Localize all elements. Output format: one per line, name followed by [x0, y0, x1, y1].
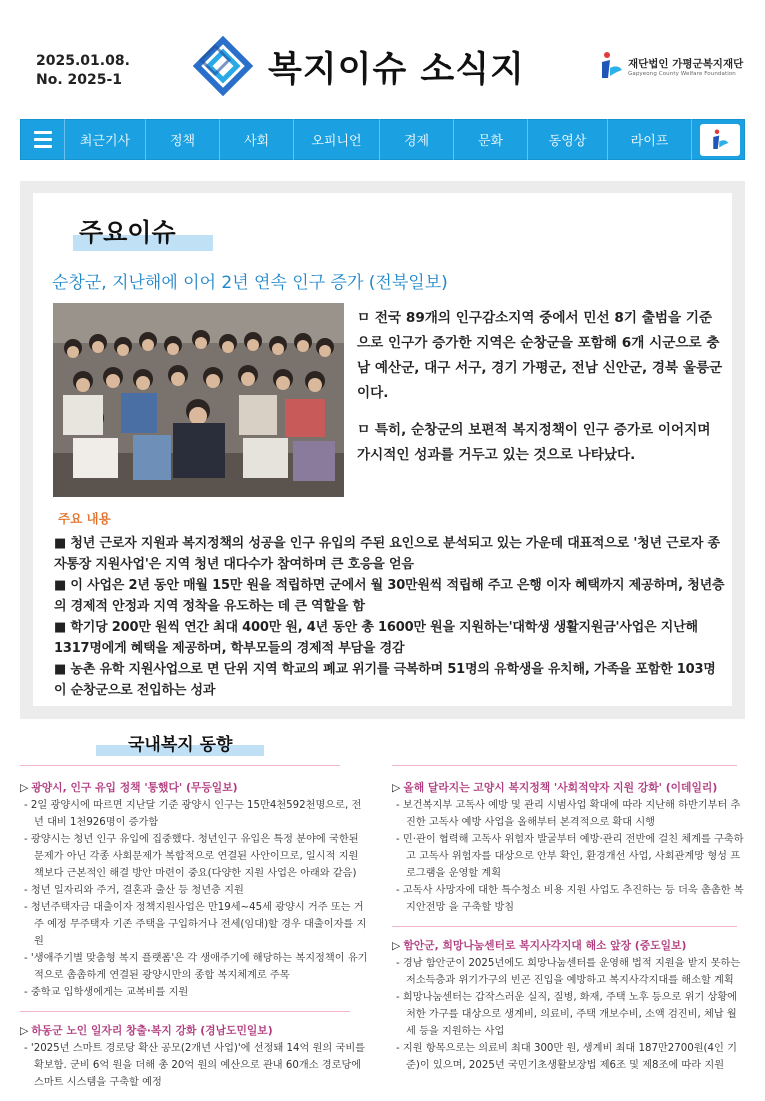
- newsletter-header: [0, 0, 765, 115]
- foundation-mark-icon: [700, 124, 740, 156]
- section-title: 주요이슈: [79, 218, 176, 247]
- nav-item-culture[interactable]: 문화: [454, 119, 528, 160]
- news-bullet: - '생애주기별 맞춤형 복지 플랫폼'은 각 생애주기에 해당하는 복지정책이 유기적으로 촘촘하게 연결된 광양시만의 종합 복지체계로 주목: [20, 950, 368, 984]
- key-point: ■ 학기당 200만 원씩 연간 최대 400만 원, 4년 동안 총 1600만 원을 지원하는'대학생 생활지원금'사업은 지난해 1317명에게 혜택을 제공하며, 학부모들의 경제적 부담을 경감: [54, 620, 698, 656]
- news-bullet: - 고독사 사망자에 대한 특수청소 비용 지원 사업도 추진하는 등 더욱 촘촘한 복지안전망 을 구축할 방침: [392, 882, 744, 916]
- key-point: ■ 이 사업은 2년 동안 매월 15만 원을 적립하면 군에서 월 30만원씩 적립해 주고 은행 이자 혜택까지 제공하며, 청년층의 경제적 안정과 지역 정착을 유도하는 데 큰 역할을 함: [54, 578, 725, 614]
- main-issue-card: [33, 193, 732, 706]
- issue-date: 2025.01.08.: [36, 53, 130, 69]
- news-bullet: - 청년 일자리와 주거, 결혼과 출산 등 청년층 지원: [20, 882, 368, 899]
- nav-item-economy[interactable]: 경제: [380, 119, 454, 160]
- news-bullets: [392, 797, 744, 916]
- news-bullet: - 2일 광양시에 따르면 지난달 기준 광양시 인구는 15만4천592천명으로, 전년 대비 1천926명이 증가함: [20, 797, 368, 831]
- news-bullet: - 민·관이 협력해 고독사 위험자 발굴부터 예방·관리 전반에 걸친 체계를 구축하고 고독사 위험자를 대상으로 안부 확인, 환경개선 사업, 사회관계망 형성 프로그램을 운영할 계획: [392, 831, 744, 882]
- news-bullets: [392, 955, 744, 1074]
- news-bullet: - '2025년 스마트 경로당 확산 공모(2개년 사업)'에 선정돼 14억 원의 국비를 확보함. 군비 6억 원을 더해 총 20억 원의 예산으로 관내 60개소 경로당에 스마트 시스템을 구축할 예정: [20, 1040, 368, 1091]
- org-name-en: Gapyeong County Welfare Foundation: [628, 71, 736, 77]
- news-item: [20, 779, 368, 1001]
- nav-item-opinion[interactable]: 오피니언: [294, 119, 380, 160]
- newsletter-title: 복지이슈 소식지: [268, 50, 525, 90]
- news-headline[interactable]: ▷ 하동군 노인 일자리 창출·복지 강화 (경남도민일보): [20, 1024, 273, 1037]
- org-name: 재단법인 가평군복지재단: [628, 58, 744, 70]
- issue-summary: [357, 306, 725, 480]
- news-bullets: [20, 1040, 368, 1091]
- foundation-mark-icon: [598, 50, 624, 82]
- main-issue-panel: [20, 181, 745, 719]
- nav-item-life[interactable]: 라이프: [608, 119, 692, 160]
- headline[interactable]: 순창군, 지난해에 이어 2년 연속 인구 증가 (전북일보): [52, 273, 448, 293]
- summary-paragraph: ㅁ 특히, 순창군의 보편적 복지정책이 인구 증가로 이어지며 가시적인 성과를 거두고 있는 것으로 나타났다.: [357, 422, 711, 463]
- divider: [392, 765, 737, 766]
- summary-paragraph: ㅁ 전국 89개의 인구감소지역 중에서 민선 8기 출범을 기준으로 인구가 증가한 지역은 순창군을 포함해 6개 시군으로 충남 예산군, 대구 서구, 경기 가평군, 전남 신안군, 경북 울릉군이다.: [357, 310, 723, 401]
- divider: [20, 765, 340, 766]
- triangle-right-icon: ▷: [392, 781, 401, 794]
- news-bullets: [20, 797, 368, 1001]
- news-bullet: - 희망나눔센터는 갑작스러운 실직, 질병, 화재, 주택 노후 등으로 위기 상황에 처한 가구를 대상으로 생계비, 의료비, 주택 개보수비, 소액 검진비, 체납 월세 등을 지원하는 사업: [392, 989, 744, 1040]
- news-bullet: - 중학교 입학생에게는 교복비를 지원: [20, 984, 368, 1001]
- key-point: ■ 농촌 유학 지원사업으로 면 단위 지역 학교의 폐교 위기를 극복하며 51명의 유학생을 유치해, 가족을 포함한 103명이 순창군으로 전입하는 성과: [54, 662, 716, 698]
- left-news-column: [20, 779, 368, 1101]
- nav-item-society[interactable]: 사회: [220, 119, 294, 160]
- news-bullet: - 경남 함안군이 2025년에도 희망나눔센터를 운영해 법적 지원을 받지 못하는 저소득층과 위기가구의 빈곤 진입을 예방하고 복지사각지대를 해소할 계획: [392, 955, 744, 989]
- issue-number: No. 2025-1: [36, 72, 123, 88]
- news-item: [20, 1022, 368, 1091]
- triangle-right-icon: ▷: [392, 939, 401, 952]
- news-item: [392, 937, 744, 1074]
- divider: [20, 1011, 350, 1012]
- divider: [392, 926, 737, 927]
- news-headline[interactable]: ▷ 함안군, 희망나눔센터로 복지사각지대 해소 앞장 (중도일보): [392, 939, 687, 952]
- news-bullet: - 지원 항목으로는 의료비 최대 300만 원, 생계비 최대 187만2700원(4인 기준)이 있으며, 2025년 국민기초생활보장법 제6조 및 제8조에 따라 지원: [392, 1040, 744, 1074]
- key-points-label: 주요 내용: [58, 511, 111, 526]
- main-nav: [20, 119, 745, 160]
- news-bullet: - 청년주택자금 대출이자 정책지원사업은 만19세~45세 광양시 거주 또는 거주 예정 무주택자 기존 주택을 구입하거나 전세(임대)할 경우 대출이자를 지원: [20, 899, 368, 950]
- key-points-list: [54, 533, 726, 701]
- triangle-right-icon: ▷: [20, 781, 29, 794]
- nav-item-recent[interactable]: 최근기사: [65, 119, 146, 160]
- nav-logo[interactable]: [696, 119, 744, 160]
- news-bullet: - 보건복지부 고독사 예방 및 관리 시범사업 확대에 따라 지난해 하반기부터 추진한 고독사 예방 사업을 올해부터 본격적으로 확대 시행: [392, 797, 744, 831]
- issue-date-block: [36, 52, 130, 90]
- key-point: ■ 청년 근로자 지원과 복지정책의 성공을 인구 유입의 주된 요인으로 분석되고 있는 가운데 대표적으로 '청년 근로자 종자통장 지원사업'은 지역 청년 대다수가 참여하며 큰 호응을 얻음: [54, 536, 720, 572]
- news-bullet: - 광양시는 청년 인구 유입에 집중했다. 청년인구 유입은 특정 분야에 국한된 문제가 아닌 각종 사회문제가 복합적으로 연결된 사안이므로, 일시적 지원책보다 근본적인 해결 방안 마련이 중요(다양한 지원 사업은 아래와 같음): [20, 831, 368, 882]
- diamond-logo-icon: [195, 38, 251, 94]
- org-logo: [598, 50, 748, 84]
- nav-items: [65, 119, 696, 160]
- right-news-column: [392, 779, 744, 1084]
- news-item: [392, 779, 744, 916]
- nav-item-video[interactable]: 동영상: [528, 119, 608, 160]
- triangle-right-icon: ▷: [20, 1024, 29, 1037]
- domestic-section-title: 국내복지 동향: [128, 735, 233, 755]
- news-headline[interactable]: ▷ 올해 달라지는 고양시 복지정책 '사회적약자 지원 강화' (이데일리): [392, 781, 718, 794]
- hamburger-menu-icon[interactable]: [21, 119, 65, 160]
- nav-item-policy[interactable]: 정책: [146, 119, 220, 160]
- group-photo: [53, 303, 344, 497]
- news-headline[interactable]: ▷ 광양시, 인구 유입 정책 '통했다' (무등일보): [20, 781, 238, 794]
